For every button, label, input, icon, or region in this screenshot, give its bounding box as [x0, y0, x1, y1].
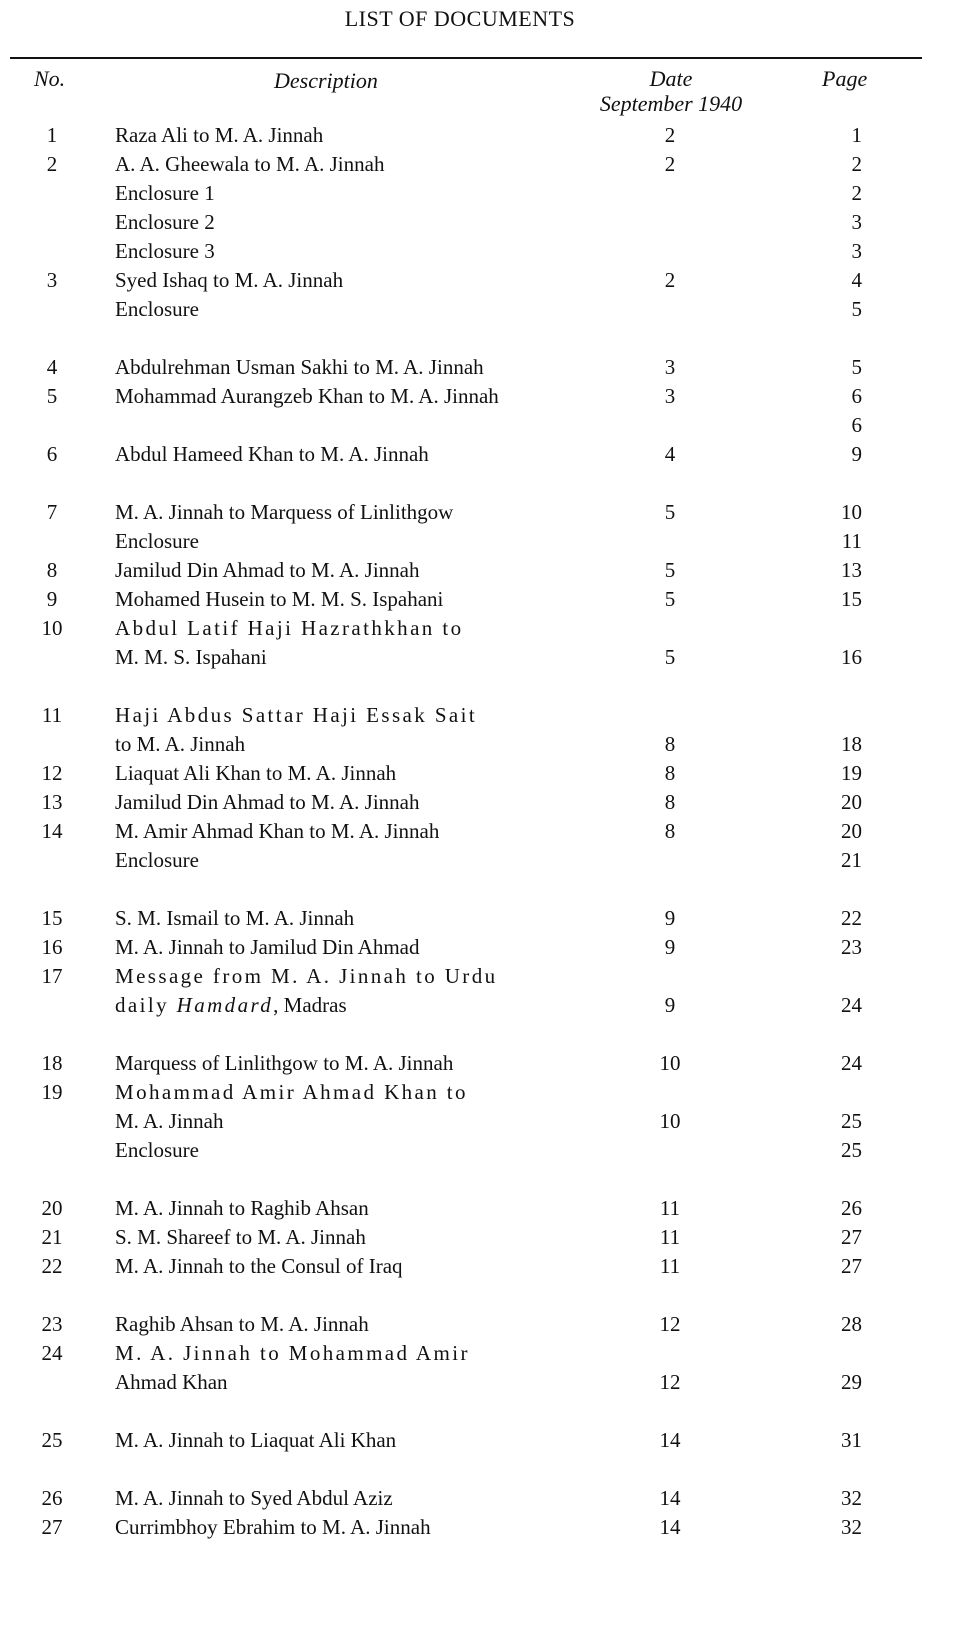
row-description: S. M. Shareef to M. A. Jinnah — [115, 1225, 366, 1249]
row-page: 28 — [841, 1312, 862, 1336]
row-description: Currimbhoy Ebrahim to M. A. Jinnah — [115, 1515, 431, 1539]
row-page: 19 — [841, 761, 862, 785]
document-row — [0, 1106, 968, 1136]
row-description-suffix: , Madras — [273, 993, 347, 1017]
document-row — [0, 700, 968, 730]
row-description: Raza Ali to M. A. Jinnah — [115, 123, 324, 147]
document-row — [0, 497, 968, 527]
row-number: 16 — [41, 935, 63, 959]
document-row — [0, 149, 968, 179]
row-description: Message from M. A. Jinnah to Urdu — [115, 964, 498, 988]
row-description: Abdul Hameed Khan to M. A. Jinnah — [115, 442, 429, 466]
header-no: No. — [34, 66, 66, 91]
row-description: Syed Ishaq to M. A. Jinnah — [115, 268, 344, 292]
row-page: 3 — [851, 239, 862, 263]
row-page: 27 — [841, 1254, 862, 1278]
row-date: 12 — [659, 1312, 681, 1336]
row-description: M. A. Jinnah to Marquess of Linlithgow — [115, 500, 454, 524]
document-row — [0, 642, 968, 672]
row-date: 12 — [659, 1370, 681, 1394]
row-page: 20 — [841, 819, 862, 843]
row-number: 5 — [46, 384, 58, 408]
document-row — [0, 555, 968, 585]
document-row — [0, 613, 968, 643]
document-row — [0, 729, 968, 759]
row-description: S. M. Ismail to M. A. Jinnah — [115, 906, 355, 930]
row-page: 13 — [841, 558, 862, 582]
row-description — [115, 990, 347, 1020]
document-row — [0, 816, 968, 846]
row-date: 14 — [659, 1515, 681, 1539]
row-number: 9 — [46, 587, 58, 611]
row-number: 1 — [46, 123, 58, 147]
row-page: 4 — [851, 268, 862, 292]
row-page: 16 — [841, 645, 862, 669]
row-description: Mohammad Amir Ahmad Khan to — [115, 1080, 468, 1104]
row-description: Mohamed Husein to M. M. S. Ispahani — [115, 587, 444, 611]
row-date: 9 — [664, 935, 676, 959]
header-date-label: Date — [649, 66, 693, 91]
row-date: 8 — [664, 790, 676, 814]
header-description: Description — [274, 68, 378, 93]
row-description-italic: Hamdard — [176, 993, 274, 1017]
row-number: 18 — [41, 1051, 63, 1075]
row-number: 25 — [41, 1428, 63, 1452]
row-page: 21 — [841, 848, 862, 872]
row-page: 32 — [841, 1486, 862, 1510]
row-description: Enclosure — [115, 297, 199, 321]
row-page: 25 — [841, 1138, 862, 1162]
row-date: 5 — [664, 500, 676, 524]
row-number: 19 — [41, 1080, 63, 1104]
row-date: 3 — [664, 384, 676, 408]
document-row — [0, 207, 968, 237]
row-description: M. A. Jinnah to Liaquat Ali Khan — [115, 1428, 397, 1452]
row-date: 14 — [659, 1486, 681, 1510]
row-page: 23 — [841, 935, 862, 959]
row-description: M. Amir Ahmad Khan to M. A. Jinnah — [115, 819, 440, 843]
row-date: 8 — [664, 761, 676, 785]
document-row — [0, 1077, 968, 1107]
document-row — [0, 1309, 968, 1339]
document-row — [0, 1048, 968, 1078]
row-number: 4 — [46, 355, 58, 379]
document-row — [0, 787, 968, 817]
row-number: 26 — [41, 1486, 63, 1510]
document-row — [0, 381, 968, 411]
row-date: 10 — [659, 1051, 681, 1075]
row-page: 2 — [851, 181, 862, 205]
row-page: 10 — [841, 500, 862, 524]
document-row — [0, 584, 968, 614]
row-number: 8 — [46, 558, 58, 582]
row-number: 17 — [41, 964, 63, 988]
row-date: 2 — [664, 123, 676, 147]
row-page: 25 — [841, 1109, 862, 1133]
row-date: 2 — [664, 152, 676, 176]
row-page: 24 — [841, 993, 862, 1017]
row-description: Enclosure — [115, 848, 199, 872]
document-row — [0, 526, 968, 556]
row-description: Abdulrehman Usman Sakhi to M. A. Jinnah — [115, 355, 484, 379]
document-row — [0, 352, 968, 382]
document-row — [0, 1483, 968, 1513]
document-row — [0, 1222, 968, 1252]
row-number: 21 — [41, 1225, 63, 1249]
row-number: 2 — [46, 152, 58, 176]
row-number: 10 — [41, 616, 63, 640]
document-row — [0, 265, 968, 295]
row-number: 27 — [41, 1515, 63, 1539]
row-date: 2 — [664, 268, 676, 292]
row-page: 18 — [841, 732, 862, 756]
page-title: LIST OF DOCUMENTS — [344, 6, 576, 31]
document-row — [0, 758, 968, 788]
document-row — [0, 410, 968, 440]
document-row — [0, 932, 968, 962]
row-number: 20 — [41, 1196, 63, 1220]
row-description: A. A. Gheewala to M. A. Jinnah — [115, 152, 385, 176]
row-description: Jamilud Din Ahmad to M. A. Jinnah — [115, 790, 420, 814]
document-row — [0, 439, 968, 469]
row-date: 11 — [659, 1254, 681, 1278]
row-number: 13 — [41, 790, 63, 814]
row-date: 3 — [664, 355, 676, 379]
document-row — [0, 1193, 968, 1223]
row-page: 27 — [841, 1225, 862, 1249]
row-number: 6 — [46, 442, 58, 466]
row-date: 11 — [659, 1225, 681, 1249]
row-date: 8 — [664, 819, 676, 843]
row-page: 15 — [841, 587, 862, 611]
row-page: 22 — [841, 906, 862, 930]
row-description: Mohammad Aurangzeb Khan to M. A. Jinnah — [115, 384, 499, 408]
row-description: M. A. Jinnah to the Consul of Iraq — [115, 1254, 403, 1278]
document-row — [0, 1367, 968, 1397]
row-date: 14 — [659, 1428, 681, 1452]
row-date: 4 — [664, 442, 676, 466]
row-description: Jamilud Din Ahmad to M. A. Jinnah — [115, 558, 420, 582]
row-page: 9 — [851, 442, 862, 466]
document-row — [0, 1338, 968, 1368]
row-number: 3 — [46, 268, 58, 292]
row-page: 11 — [841, 529, 862, 553]
header-date-subtitle: September 1940 — [599, 91, 743, 116]
row-number: 15 — [41, 906, 63, 930]
row-description: M. A. Jinnah to Syed Abdul Aziz — [115, 1486, 393, 1510]
row-page: 32 — [841, 1515, 862, 1539]
document-row — [0, 1135, 968, 1165]
row-page: 5 — [851, 355, 862, 379]
row-number: 24 — [41, 1341, 63, 1365]
row-number: 11 — [41, 703, 63, 727]
row-description: Raghib Ahsan to M. A. Jinnah — [115, 1312, 369, 1336]
row-description: M. A. Jinnah — [115, 1109, 224, 1133]
row-description: Enclosure — [115, 1138, 199, 1162]
row-description: M. A. Jinnah to Raghib Ahsan — [115, 1196, 369, 1220]
document-row — [0, 178, 968, 208]
header-date — [588, 66, 754, 116]
row-date: 9 — [664, 993, 676, 1017]
document-row — [0, 1425, 968, 1455]
row-date: 5 — [664, 558, 676, 582]
document-row — [0, 961, 968, 991]
document-row — [0, 990, 968, 1020]
document-row — [0, 1512, 968, 1542]
document-row — [0, 236, 968, 266]
row-page: 20 — [841, 790, 862, 814]
row-number: 14 — [41, 819, 63, 843]
row-description-prefix: daily — [115, 993, 177, 1017]
document-row — [0, 294, 968, 324]
header-page: Page — [822, 66, 868, 91]
row-page: 6 — [851, 384, 862, 408]
row-date: 9 — [664, 906, 676, 930]
row-description: Liaquat Ali Khan to M. A. Jinnah — [115, 761, 397, 785]
row-number: 12 — [41, 761, 63, 785]
row-page: 24 — [841, 1051, 862, 1075]
row-number: 7 — [46, 500, 58, 524]
row-date: 5 — [664, 645, 676, 669]
row-description: Enclosure — [115, 529, 199, 553]
document-row — [0, 903, 968, 933]
row-description: Ahmad Khan — [115, 1370, 228, 1394]
document-row — [0, 845, 968, 875]
row-description: Haji Abdus Sattar Haji Essak Sait — [115, 703, 478, 727]
row-page: 3 — [851, 210, 862, 234]
header-rule — [10, 57, 922, 59]
row-page: 31 — [841, 1428, 862, 1452]
row-date: 11 — [659, 1196, 681, 1220]
row-description: M. M. S. Ispahani — [115, 645, 267, 669]
row-description: M. A. Jinnah to Mohammad Amir — [115, 1341, 470, 1365]
row-page: 26 — [841, 1196, 862, 1220]
row-description: to M. A. Jinnah — [115, 732, 246, 756]
document-row — [0, 120, 968, 150]
row-page: 2 — [851, 152, 862, 176]
row-page: 6 — [851, 413, 862, 437]
row-description: Marquess of Linlithgow to M. A. Jinnah — [115, 1051, 454, 1075]
row-date: 10 — [659, 1109, 681, 1133]
row-number: 22 — [41, 1254, 63, 1278]
row-date: 8 — [664, 732, 676, 756]
row-page: 5 — [851, 297, 862, 321]
row-description: Enclosure 2 — [115, 210, 215, 234]
row-description: Enclosure 3 — [115, 239, 215, 263]
row-description: Enclosure 1 — [115, 181, 215, 205]
row-page: 1 — [851, 123, 862, 147]
document-row — [0, 1251, 968, 1281]
row-description: M. A. Jinnah to Jamilud Din Ahmad — [115, 935, 420, 959]
row-number: 23 — [41, 1312, 63, 1336]
row-description: Abdul Latif Haji Hazrathkhan to — [115, 616, 464, 640]
row-page: 29 — [841, 1370, 862, 1394]
row-date: 5 — [664, 587, 676, 611]
